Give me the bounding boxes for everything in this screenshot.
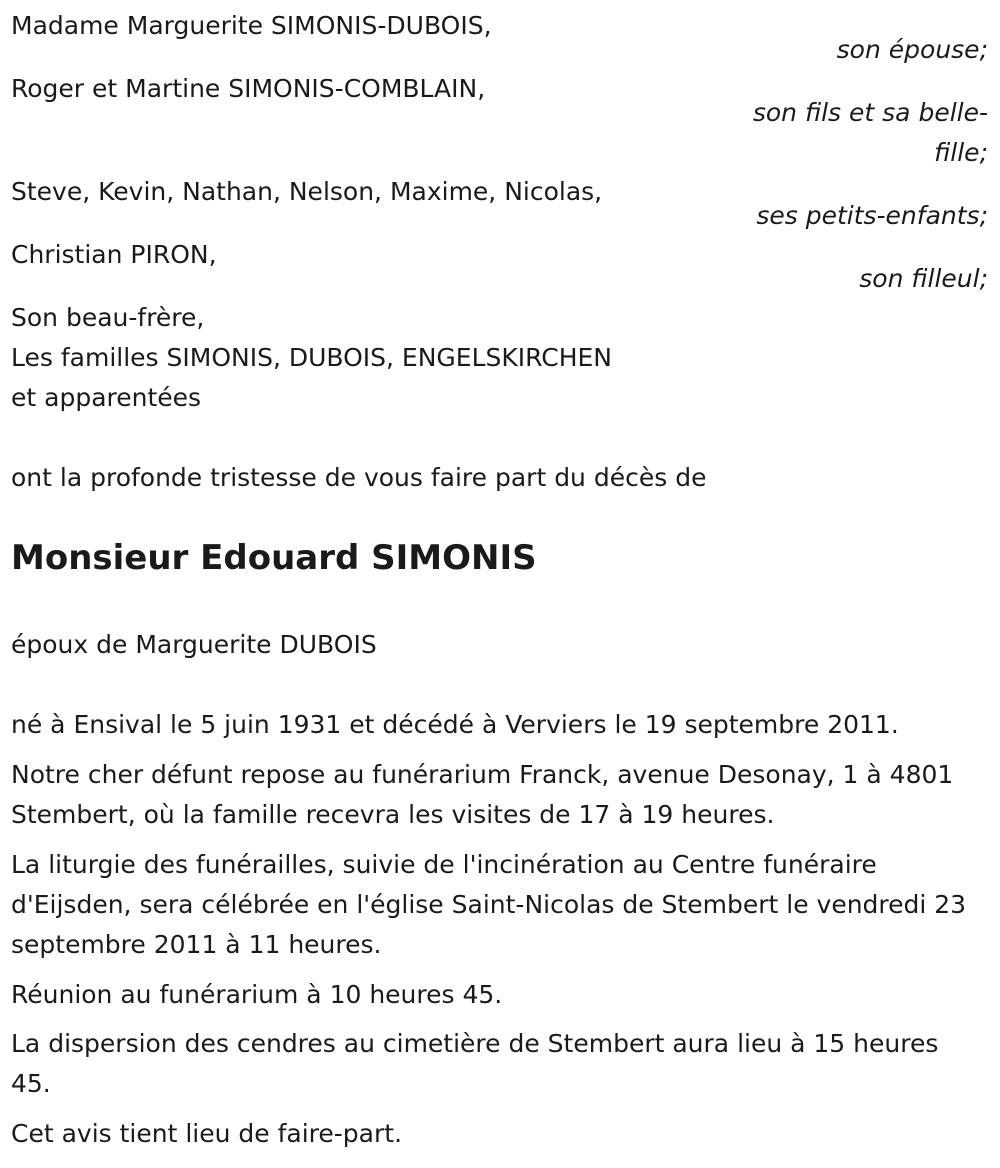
other-relatives-line: Son beau-frère,: [11, 303, 205, 332]
family-member-role: son épouse;: [836, 35, 988, 64]
dispersion-paragraph: La dispersion des cendres au cimetière de Stembert aura lieu à 15 heures 45.: [11, 1029, 939, 1098]
reunion-paragraph: Réunion au funérarium à 10 heures 45.: [11, 980, 503, 1009]
family-member-name: Madame Marguerite SIMONIS-DUBOIS,: [11, 11, 492, 40]
deceased-name: Monsieur Edouard SIMONIS: [11, 538, 537, 578]
other-relatives-line: et apparentées: [11, 383, 202, 412]
funeral-paragraph: La liturgie des funérailles, suivie de l'incinération au Centre funéraire d'Eijsden, sera célébrée en l'église Saint-Nicolas de Stembert le vendredi 23 septembre 2011 à 11 heures.: [11, 850, 967, 959]
family-member-name: Christian PIRON,: [11, 240, 217, 269]
family-member-name: Steve, Kevin, Nathan, Nelson, Maxime, Nicolas,: [11, 177, 603, 206]
family-member-name: Roger et Martine SIMONIS-COMBLAIN,: [11, 74, 486, 103]
family-member-role-continued: fille;: [934, 138, 988, 167]
family-member-role: son filleul;: [859, 264, 988, 293]
other-relatives-line: Les familles SIMONIS, DUBOIS, ENGELSKIRCHEN: [11, 343, 613, 372]
birth-death-paragraph: né à Ensival le 5 juin 1931 et décédé à Verviers le 19 septembre 2011.: [11, 710, 899, 739]
funerarium-paragraph: Notre cher défunt repose au funérarium Franck, avenue Desonay, 1 à 4801 Stembert, où la famille recevra les visites de 17 à 19 heures.: [11, 760, 954, 829]
family-member-role: ses petits-enfants;: [756, 201, 988, 230]
family-member-role: son fils et sa belle-: [752, 98, 988, 127]
closing-paragraph: Cet avis tient lieu de faire-part.: [11, 1119, 403, 1148]
spouse-line: époux de Marguerite DUBOIS: [11, 630, 377, 659]
announcement-text: ont la profonde tristesse de vous faire part du décès de: [11, 463, 707, 492]
